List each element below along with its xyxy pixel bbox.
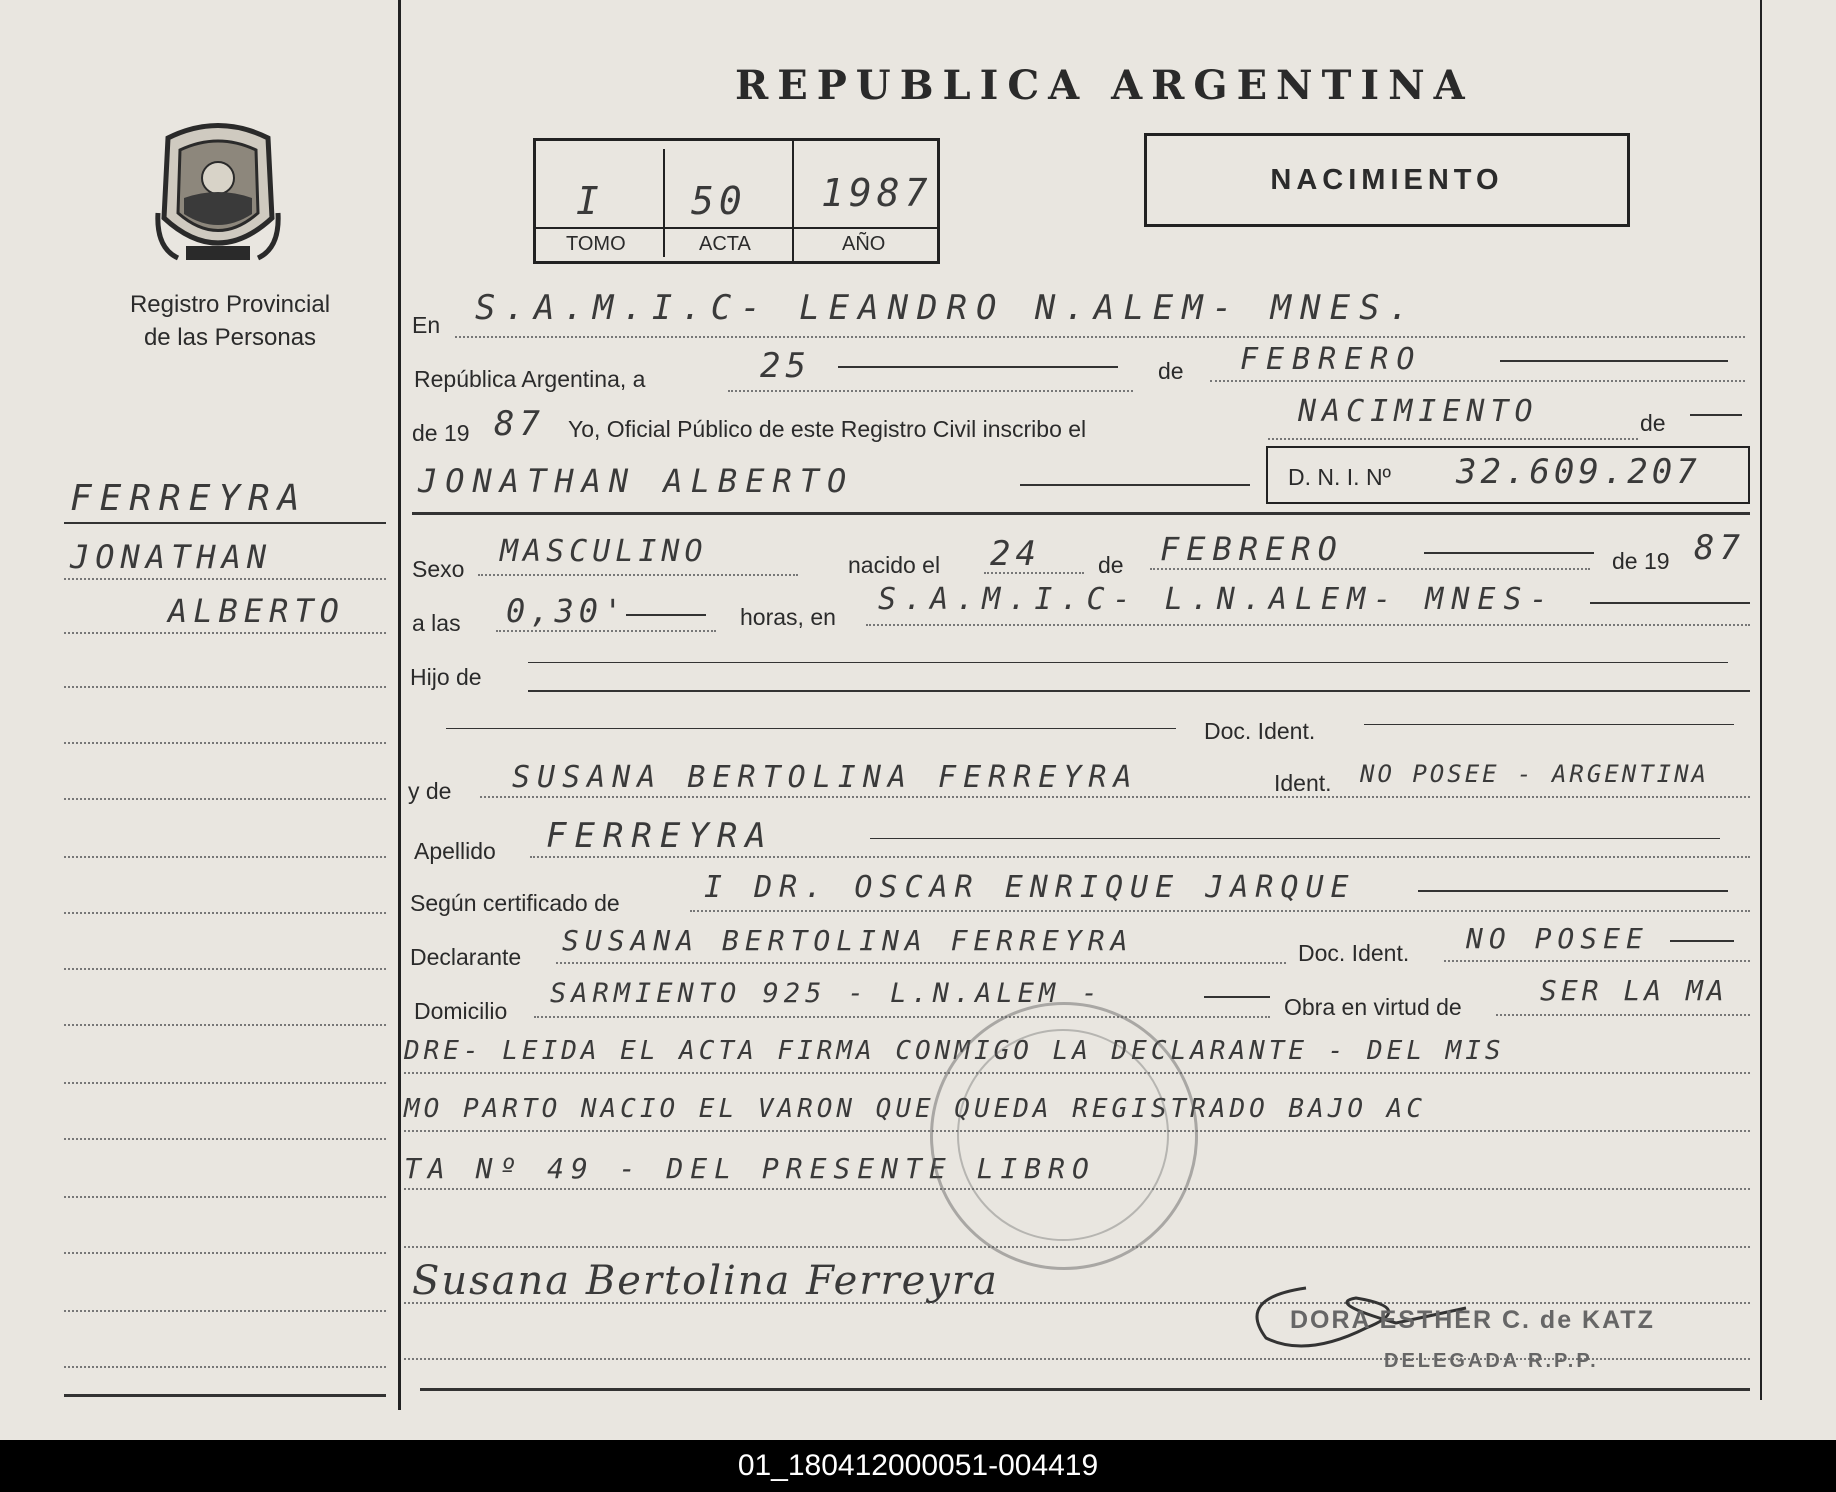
record-divider — [792, 141, 794, 261]
certificado-value: I DR. OSCAR ENRIQUE JARQUE — [704, 870, 1356, 905]
observation-line3: TA Nº 49 - DEL PRESENTE LIBRO — [404, 1152, 1096, 1185]
madre-value: SUSANA BERTOLINA FERREYRA — [512, 760, 1139, 795]
hora-value: 0,30' — [506, 592, 628, 630]
margin-dotted-line — [64, 856, 386, 858]
apellido-value: FERREYRA — [546, 816, 774, 856]
margin-dotted-line — [64, 1196, 386, 1198]
dotted-line — [1150, 568, 1590, 570]
dotted-line — [455, 336, 1745, 338]
margin-dotted-line — [64, 798, 386, 800]
fill-line — [1364, 724, 1734, 725]
fill-line — [1418, 890, 1728, 892]
dotted-line — [1444, 960, 1750, 962]
margin-dotted-line — [64, 1082, 386, 1084]
fill-line — [1424, 552, 1594, 554]
margin-dotted-line — [64, 686, 386, 688]
de2-label: de — [1640, 410, 1666, 436]
de19-label: de 19 — [412, 420, 470, 446]
certificate-type-box — [1144, 133, 1630, 227]
fill-line — [1670, 940, 1734, 942]
dotted-line — [1268, 438, 1638, 440]
sexo-label: Sexo — [412, 556, 465, 582]
fill-line — [446, 728, 1176, 729]
fill-line — [838, 366, 1118, 368]
misiones-coat-of-arms-icon — [148, 118, 288, 273]
margin-rule — [64, 522, 386, 524]
registry-stamp-inner — [957, 1029, 1169, 1241]
document-id-footer: 01_180412000051-004419 — [0, 1440, 1836, 1492]
dotted-line — [556, 962, 1286, 964]
right-border — [1760, 0, 1762, 1400]
official-role-stamp: DELEGADA R.P.P. — [1384, 1350, 1599, 1372]
acta-value: 50 — [691, 179, 747, 223]
tomo-value: I — [576, 179, 604, 223]
dotted-line — [478, 574, 798, 576]
registry-name-line1: Registro Provincial — [129, 291, 331, 318]
anio-value: 87 — [494, 404, 545, 444]
anio-value: 1987 — [821, 171, 933, 215]
hijo-label: Hijo de — [410, 664, 482, 690]
apellido-label: Apellido — [414, 838, 496, 864]
margin-dotted-line — [64, 742, 386, 744]
registry-stamp — [930, 1002, 1198, 1270]
margin-surname: FERREYRA — [70, 478, 308, 519]
official-name-stamp: DORA ESTHER C. de KATZ — [1290, 1306, 1655, 1334]
fill-line — [528, 690, 1750, 692]
dotted-line — [480, 796, 1750, 798]
declarante-label: Declarante — [410, 944, 522, 970]
madre-doc: NO POSEE - ARGENTINA — [1360, 760, 1709, 788]
en-label: En — [412, 312, 441, 338]
dotted-line — [530, 856, 1750, 858]
alas-label: a las — [412, 610, 461, 636]
fill-line — [1204, 996, 1270, 998]
lugar-value: S.A.M.I.C- L.N.ALEM- MNES- — [878, 582, 1556, 617]
docident-label: Doc. Ident. — [1204, 718, 1316, 744]
margin-dotted-line — [64, 1310, 386, 1312]
dotted-line — [1210, 380, 1745, 382]
margin-dotted-line — [64, 632, 386, 634]
nacido-label: nacido el — [848, 552, 941, 578]
dotted-line — [866, 624, 1750, 626]
fill-line — [1690, 414, 1742, 416]
fill-line — [1020, 484, 1250, 486]
nombre-value: JONATHAN ALBERTO — [418, 462, 855, 500]
observation-line2: MO PARTO NACIO EL VARON QUE QUEDA REGISTRADO BAJO AC — [404, 1094, 1426, 1124]
section-rule — [412, 512, 1750, 515]
declarante-signature: Susana Bertolina Ferreyra — [412, 1258, 999, 1304]
nac-dia: 24 — [990, 534, 1041, 574]
record-number-box — [533, 138, 940, 264]
docident2-label: Doc. Ident. — [1298, 940, 1410, 966]
horas-label: horas, en — [740, 604, 836, 630]
de-label: de — [1158, 358, 1184, 384]
record-divider — [663, 149, 665, 257]
fill-line — [870, 838, 1720, 839]
dotted-line — [690, 910, 1750, 912]
dotted-line — [496, 630, 716, 632]
margin-name2: ALBERTO — [168, 592, 345, 630]
dni-box — [1266, 446, 1750, 504]
acta-label: ACTA — [699, 233, 751, 255]
margin-dotted-line — [64, 1024, 386, 1026]
dotted-line — [534, 1016, 1270, 1018]
dni-label: D. N. I. Nº — [1288, 464, 1391, 490]
mes-value: FEBRERO — [1240, 342, 1423, 377]
dotted-line — [1496, 1014, 1750, 1016]
dotted-line — [728, 390, 1133, 392]
declarante-doc: NO POSEE — [1466, 922, 1649, 955]
en-value: S.A.M.I.C- LEANDRO N.ALEM- MNES. — [475, 288, 1419, 328]
de3-label: de — [1098, 552, 1124, 578]
obra-value: SER LA MA — [1540, 974, 1728, 1007]
margin-dotted-line — [64, 968, 386, 970]
yo-label: Yo, Oficial Público de este Registro Civil inscribo el — [568, 416, 1087, 442]
fill-line — [528, 662, 1728, 663]
domicilio-value: SARMIENTO 925 - L.N.ALEM - — [550, 978, 1103, 1009]
acto-value: NACIMIENTO — [1298, 394, 1539, 429]
fill-line — [626, 614, 706, 616]
republica-label: República Argentina, a — [414, 366, 646, 392]
margin-dotted-line — [64, 1252, 386, 1254]
anio-label: AÑO — [842, 233, 886, 255]
margin-bottom-rule — [64, 1394, 386, 1397]
obra-label: Obra en virtud de — [1284, 994, 1462, 1020]
nac-anio: 87 — [1694, 528, 1745, 568]
dia-value: 25 — [760, 346, 811, 386]
tomo-label: TOMO — [566, 233, 626, 255]
observation-line1: DRE- LEIDA EL ACTA FIRMA CONMIGO LA DECLARANTE - DEL MIS — [404, 1036, 1505, 1066]
registry-name-line2: de las Personas — [143, 324, 317, 351]
domicilio-label: Domicilio — [414, 998, 508, 1024]
margin-name1: JONATHAN — [70, 538, 273, 576]
yde-label: y de — [408, 778, 452, 804]
record-divider — [536, 227, 937, 229]
declarante-value: SUSANA BERTOLINA FERREYRA — [562, 924, 1134, 957]
dni-value: 32.609.207 — [1456, 452, 1701, 492]
sexo-value: MASCULINO — [500, 534, 708, 569]
segun-label: Según certificado de — [410, 890, 620, 916]
fill-line — [1590, 602, 1750, 604]
margin-dotted-line — [64, 1366, 386, 1368]
country-title: REPUBLICA ARGENTINA — [735, 62, 1474, 109]
certificate-type: NACIMIENTO — [1270, 164, 1504, 196]
de1919-label: de 19 — [1612, 548, 1670, 574]
ident-label: Ident. — [1274, 770, 1332, 796]
nac-mes: FEBRERO — [1160, 530, 1344, 568]
fill-line — [1500, 360, 1728, 362]
margin-divider — [398, 0, 401, 1410]
margin-dotted-line — [64, 578, 386, 580]
bottom-rule — [420, 1388, 1750, 1391]
margin-dotted-line — [64, 912, 386, 914]
margin-dotted-line — [64, 1138, 386, 1140]
registry-name — [80, 288, 380, 354]
